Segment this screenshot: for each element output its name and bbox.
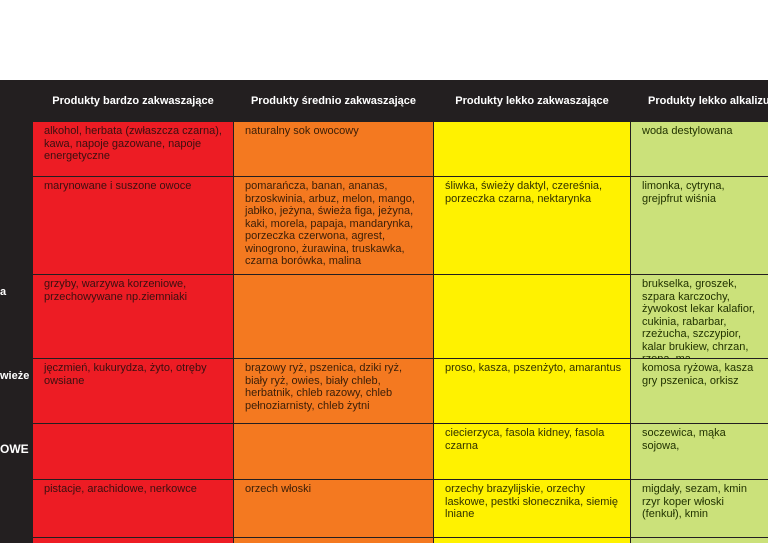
table-cell: brukselka, groszek, szpara karczochy, żywokost lekar kalafior, cukinia, rabarbar, rzeżucha, szczypior, kalar brukiew, chrzan,	[631, 275, 768, 358]
table-cell: soczewica, mąka sojowa,	[631, 424, 768, 479]
table-cell: alkohol, herbata (zwłaszcza czarna), kawa, napoje gazowane, napoje energetyczne	[33, 122, 233, 176]
table-cell: jęczmień, kukurydza, żyto, otręby owsiane	[33, 359, 233, 423]
table-cell	[33, 538, 233, 543]
table-cell: grzyby, warzywa korzeniowe, przechowywane np.ziemniaki	[33, 275, 233, 358]
table-cell: śliwka, świeży daktyl, czereśnia, porzeczka czarna, nektarynka	[434, 177, 630, 274]
table-cell: orzechy brazylijskie, orzechy laskowe, pestki słonecznika, siemię lniane	[434, 480, 630, 537]
column-header-slightly-alkalizing: Produkty lekko alkalizu	[648, 95, 770, 107]
table-cell: woda destylowana	[631, 122, 768, 176]
table-cell: ciecierzyca, fasola kidney, fasola czarna	[434, 424, 630, 479]
table-cell	[434, 538, 630, 543]
table-cell	[33, 424, 233, 479]
table-cell: naturalny sok owocowy	[234, 122, 433, 176]
table-cell	[631, 538, 768, 543]
table-cell: pistacje, arachidowe, nerkowce	[33, 480, 233, 537]
row-label-vegetables: a	[0, 286, 7, 298]
table-cell	[434, 275, 630, 358]
row-label-grains: wieże	[0, 370, 30, 382]
table-cell: marynowane i suszone owoce	[33, 177, 233, 274]
table-cell: proso, kasza, pszenżyto, amarantus	[434, 359, 630, 423]
column-header-medium-acidifying: Produkty średnio zakwaszające	[250, 95, 417, 107]
table-cell: limonka, cytryna, grejpfrut wiśnia	[631, 177, 768, 274]
table-cell	[234, 275, 433, 358]
column-header-slightly-acidifying: Produkty lekko zakwaszające	[455, 95, 609, 107]
table-cell: pomarańcza, banan, ananas, brzoskwinia, arbuz, melon, mango, jabłko, jeżyna, świeża figa, jeżyna, kaki, morela, papaja, mandarynka, porzeczka czerwona, agrest, winogrono, żurawina, truskawka, czarna borówka, malina	[234, 177, 433, 274]
table-cell	[234, 538, 433, 543]
table-cell	[234, 424, 433, 479]
row-label-legumes: OWE	[0, 442, 29, 456]
table-cell: komosa ryżowa, kasza gry pszenica, orkisz	[631, 359, 768, 423]
table-cell: brązowy ryż, pszenica, dziki ryż, biały ryż, owies, biały chleb, herbatnik, chleb razowy, chleb pełnoziarnisty, chleb żytni	[234, 359, 433, 423]
table-cell	[434, 122, 630, 176]
table-cell: migdały, sezam, kmin rzyr koper włoski (fenkuł), kmin	[631, 480, 768, 537]
column-header-very-acidifying: Produkty bardzo zakwaszające	[52, 95, 214, 107]
table-cell: orzech włoski	[234, 480, 433, 537]
